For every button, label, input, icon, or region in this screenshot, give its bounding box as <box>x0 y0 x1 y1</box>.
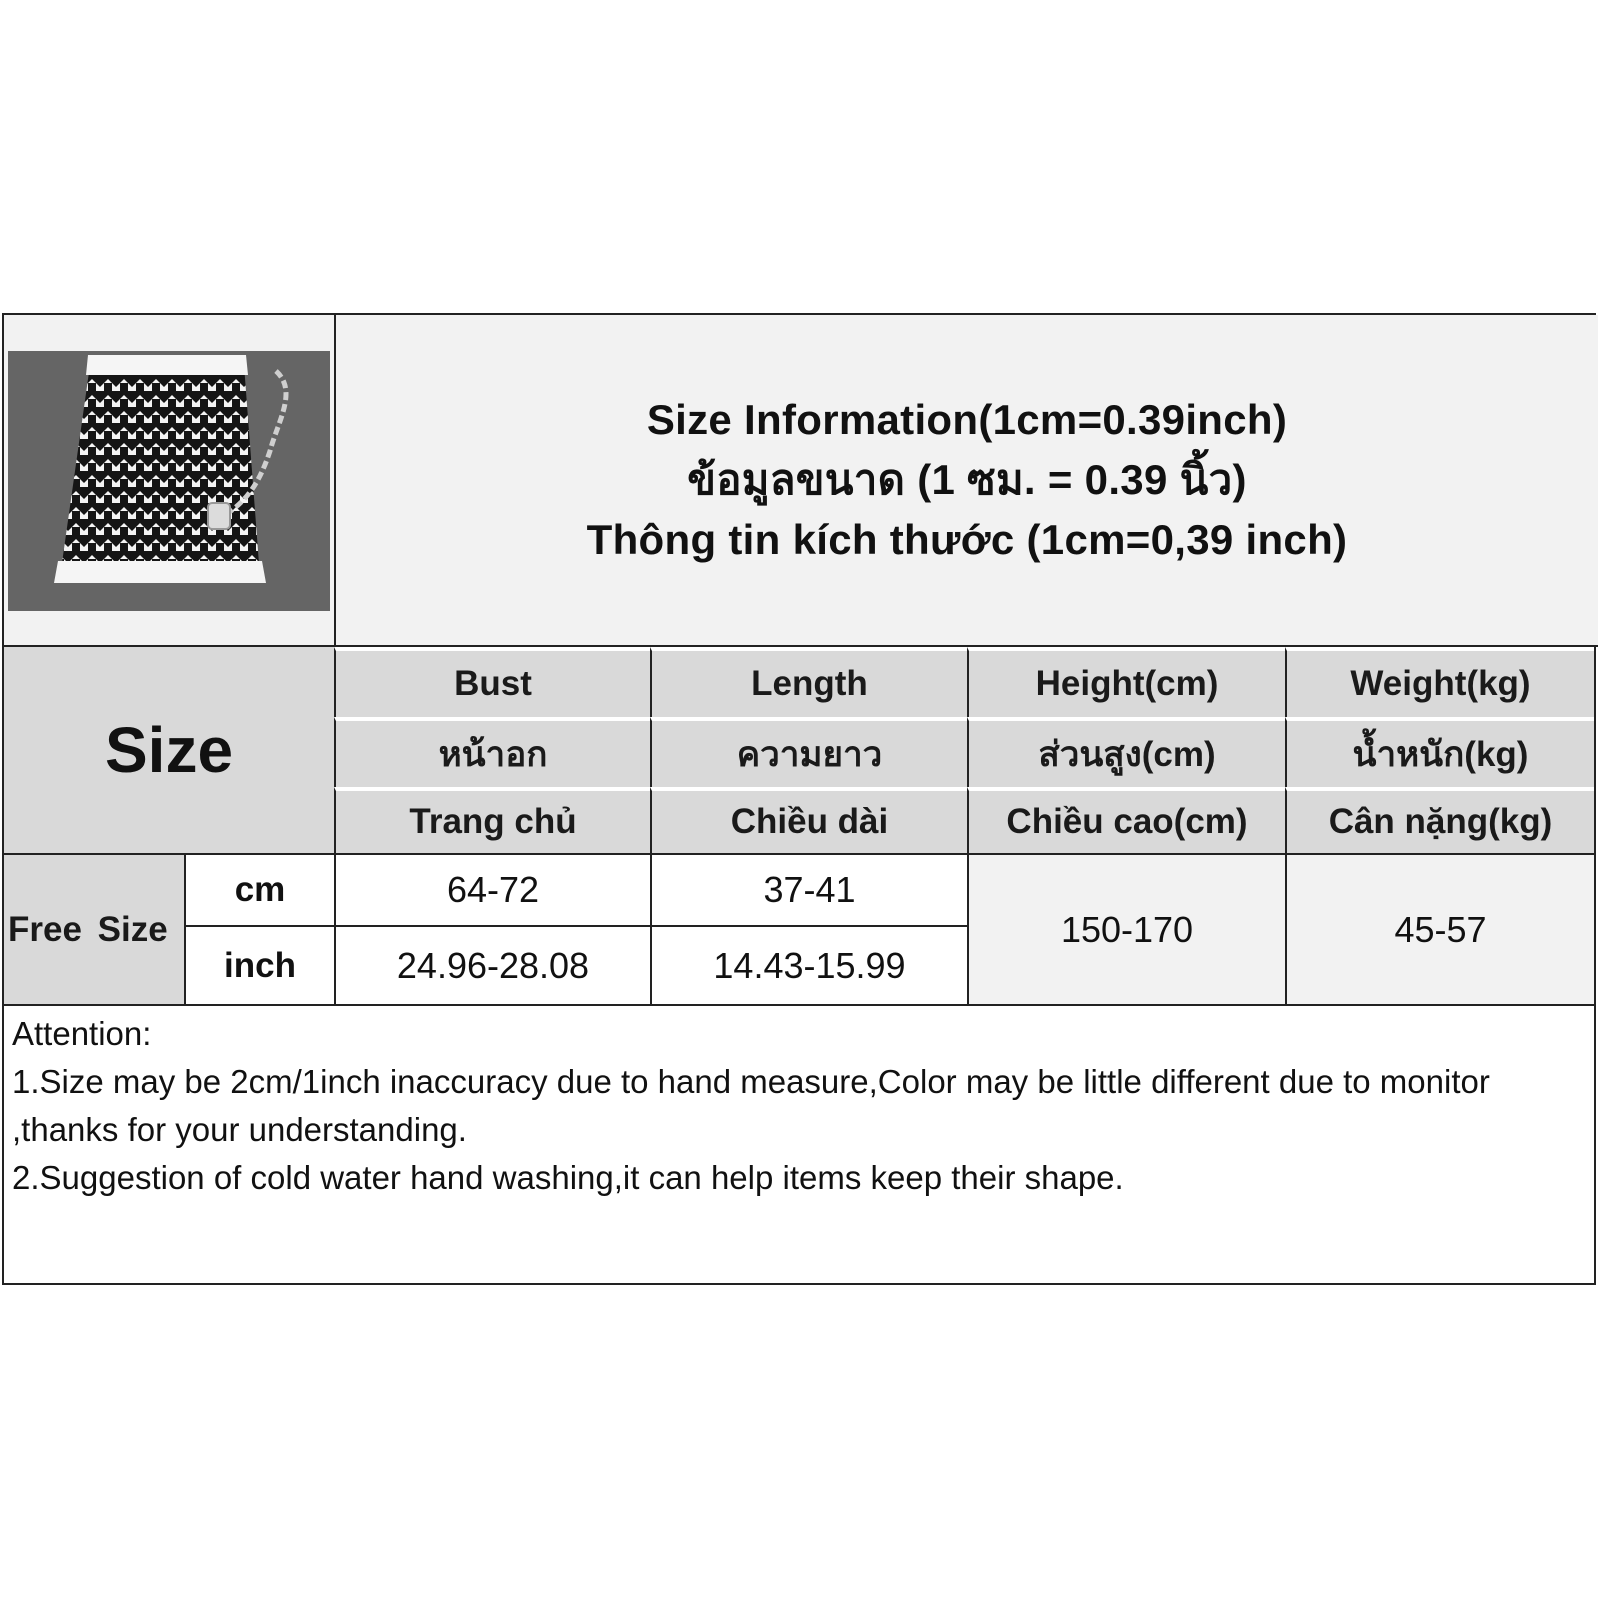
bust-inch-value: 24.96-28.08 <box>334 927 650 1004</box>
product-photo-cell <box>4 315 334 647</box>
header-weight-vi: Cân nặng(kg) <box>1285 787 1594 855</box>
unit-inch: inch <box>184 927 334 1004</box>
notes-line-2: 2.Suggestion of cold water hand washing,it can help items keep their shape. <box>12 1159 1124 1196</box>
length-cm-value: 37-41 <box>650 855 967 927</box>
houndstooth-skirt-photo <box>8 351 330 611</box>
title-vietnamese: Thông tin kích thước (1cm=0,39 inch) <box>586 516 1348 563</box>
title-thai: ข้อมูลขนาด (1 ซม. = 0.39 นิ้ว) <box>687 456 1247 503</box>
header-height-th: ส่วนสูง(cm) <box>967 717 1285 787</box>
header-bust-en: Bust <box>334 647 650 717</box>
header-length-vi: Chiều dài <box>650 787 967 855</box>
header-height-vi: Chiều cao(cm) <box>967 787 1285 855</box>
unit-cm: cm <box>184 855 334 927</box>
size-label: Size <box>4 647 334 855</box>
height-value: 150-170 <box>967 855 1285 1004</box>
notes-line-1: 1.Size may be 2cm/1inch inaccuracy due to hand measure,Color may be little different due to monitor ,thanks for your understanding. <box>12 1063 1500 1148</box>
header-bust-th: หน้าอก <box>334 717 650 787</box>
title-english: Size Information(1cm=0.39inch) <box>646 396 1288 443</box>
header-weight-en: Weight(kg) <box>1285 647 1594 717</box>
bust-cm-value: 64-72 <box>334 855 650 927</box>
header-length-en: Length <box>650 647 967 717</box>
header-length-th: ความยาว <box>650 717 967 787</box>
header-weight-th: น้ำหนัก(kg) <box>1285 717 1594 787</box>
title-block <box>334 315 1598 647</box>
free-size-label: Free Size <box>4 855 184 1004</box>
size-chart <box>2 313 1596 1285</box>
header-bust-vi: Trang chủ <box>334 787 650 855</box>
weight-value: 45-57 <box>1285 855 1594 1004</box>
attention-notes <box>4 1004 1594 1283</box>
length-inch-value: 14.43-15.99 <box>650 927 967 1004</box>
notes-heading: Attention: <box>12 1015 152 1052</box>
header-height-en: Height(cm) <box>967 647 1285 717</box>
